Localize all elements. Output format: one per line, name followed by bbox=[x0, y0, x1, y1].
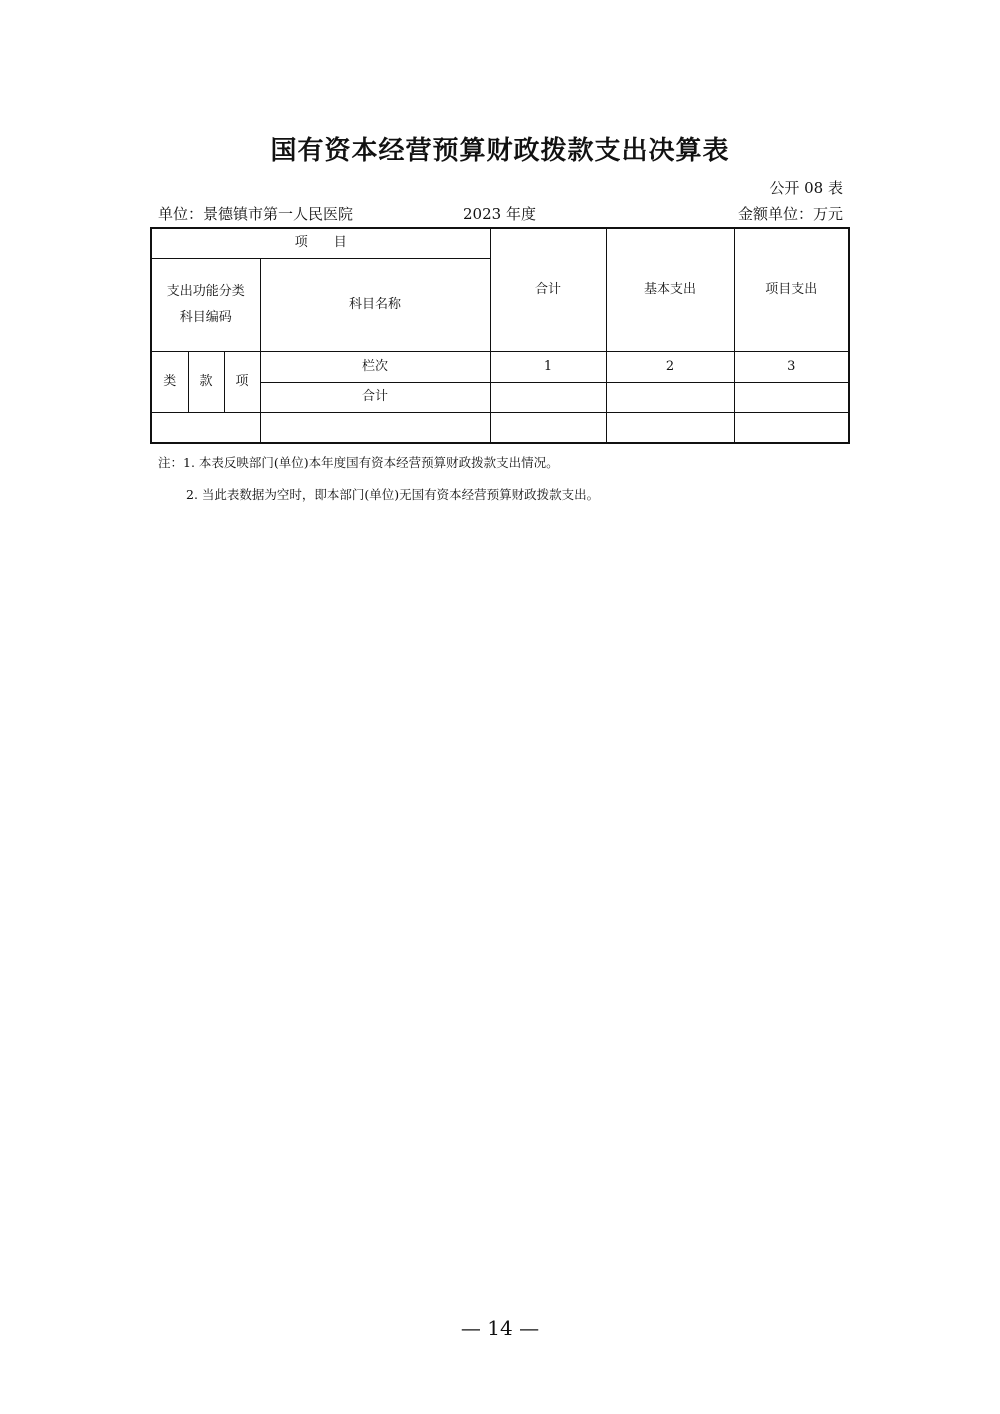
total-value-project bbox=[734, 382, 849, 412]
empty-total-cell bbox=[490, 412, 606, 443]
column-number-3: 3 bbox=[734, 351, 849, 382]
empty-data-row bbox=[151, 412, 849, 443]
form-number: 公开 08 表 bbox=[769, 179, 843, 197]
code-xiang: 项 bbox=[224, 351, 260, 412]
column-number-label: 栏次 bbox=[260, 351, 490, 382]
empty-project-cell bbox=[734, 412, 849, 443]
header-project: 项 目 bbox=[151, 228, 490, 258]
header-total: 合计 bbox=[490, 228, 606, 351]
note-2: 2. 当此表数据为空时，即本部门(单位)无国有资本经营预算财政拨款支出。 bbox=[186, 487, 600, 502]
column-number-1: 1 bbox=[490, 351, 606, 382]
column-number-2: 2 bbox=[606, 351, 734, 382]
total-value-sum bbox=[490, 382, 606, 412]
empty-basic-cell bbox=[606, 412, 734, 443]
code-kuan: 款 bbox=[188, 351, 224, 412]
total-value-basic bbox=[606, 382, 734, 412]
page-number: — 14 — bbox=[460, 1316, 540, 1340]
note-1: 注：1. 本表反映部门(单位)本年度国有资本经营预算财政拨款支出情况。 bbox=[158, 455, 559, 470]
empty-code-cell bbox=[151, 412, 260, 443]
page-title: 国有资本经营预算财政拨款支出决算表 bbox=[270, 136, 730, 166]
empty-name-cell bbox=[260, 412, 490, 443]
code-lei: 类 bbox=[151, 351, 188, 412]
total-row-label: 合计 bbox=[260, 382, 490, 412]
expenditure-table bbox=[150, 227, 850, 444]
header-project-expenditure: 项目支出 bbox=[734, 228, 849, 351]
header-subject-name: 科目名称 bbox=[260, 258, 490, 351]
header-function-class-code: 支出功能分类 科目编码 bbox=[151, 258, 260, 351]
currency-unit-label: 金额单位：万元 bbox=[737, 205, 843, 223]
year-label: 2023 年度 bbox=[463, 205, 536, 223]
column-number-row bbox=[151, 351, 849, 382]
unit-label: 单位：景德镇市第一人民医院 bbox=[158, 205, 354, 223]
header-basic-expenditure: 基本支出 bbox=[606, 228, 734, 351]
header-row-1 bbox=[151, 228, 849, 258]
